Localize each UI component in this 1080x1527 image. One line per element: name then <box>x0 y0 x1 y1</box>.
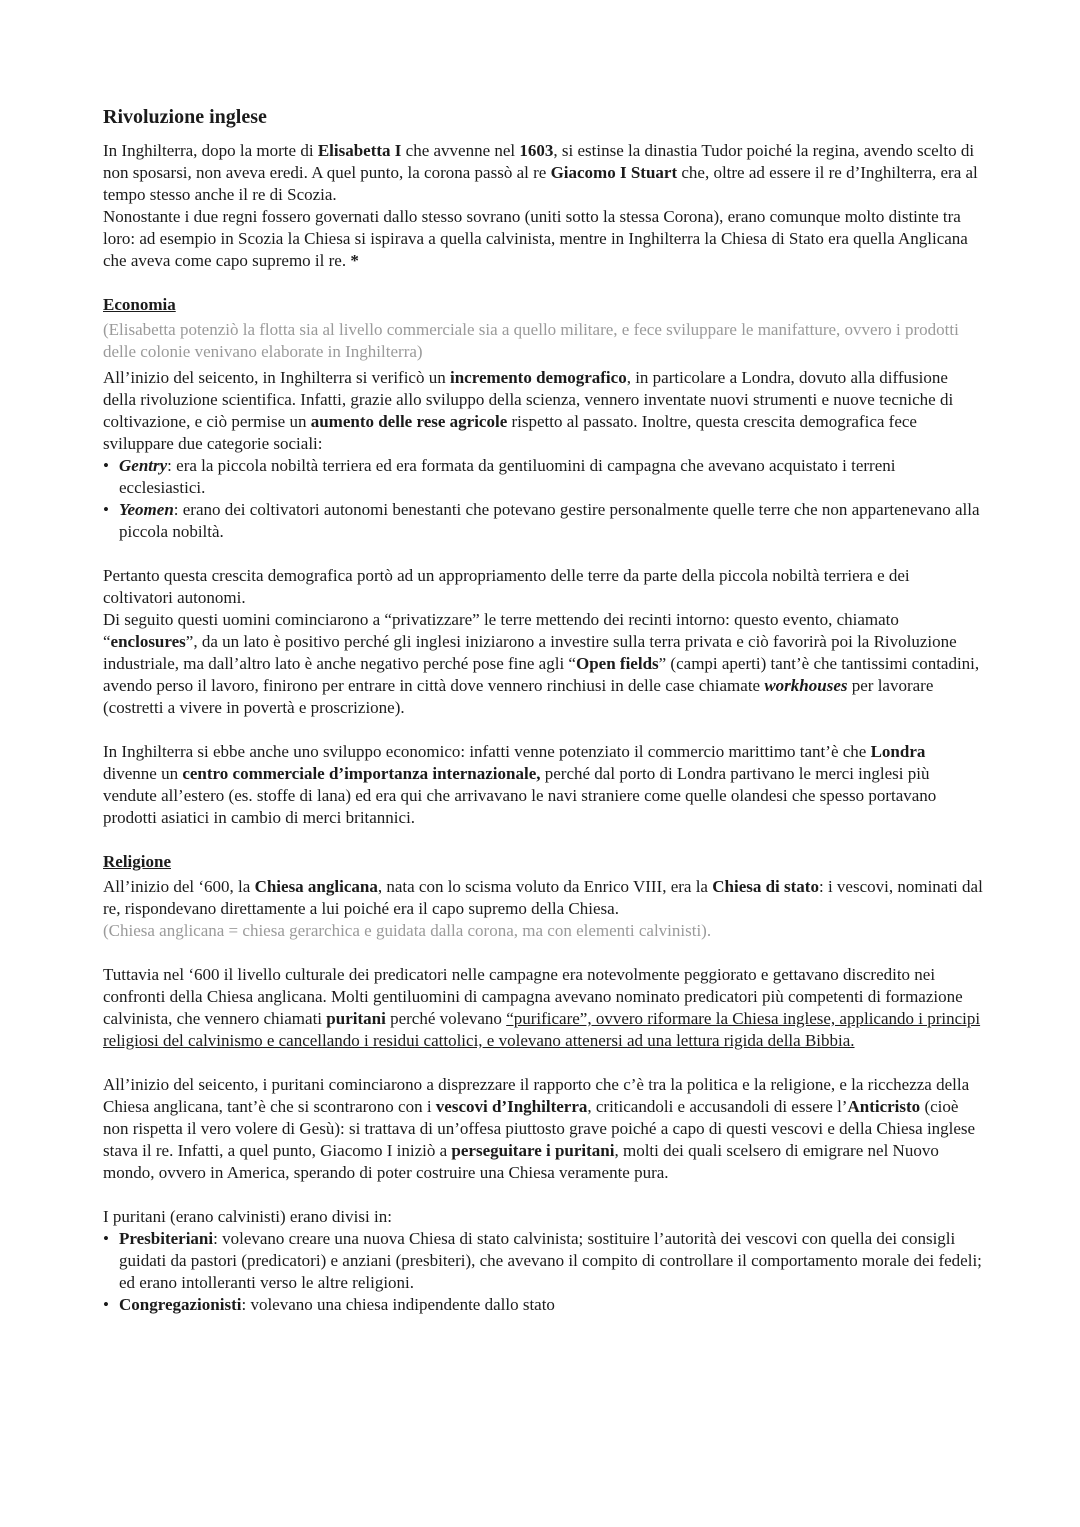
heading-economia: Economia <box>103 295 176 314</box>
text-run: , nata con lo scisma voluto da Enrico VIII, era la <box>377 877 713 896</box>
list-item-presbiteriani <box>103 1228 983 1294</box>
religione-paragraph-2 <box>103 964 983 1052</box>
emphasized-text: centro commerciale d’importanza internazionale, <box>182 764 541 783</box>
emphasized-text: Open fields <box>575 654 659 673</box>
emphasized-text: enclosures <box>110 632 186 651</box>
economia-paragraph-3 <box>103 609 983 719</box>
intro-paragraph-1 <box>103 140 983 206</box>
text-run: : era la piccola nobiltà terriera ed era formata da gentiluomini di campagna che avevano acquistato i terreni ecclesiastici. <box>119 456 896 497</box>
text-run: ”, da un lato è positivo perché gli inglesi iniziarono a investire sulla terra privata e ciò favorirà poi la Rivoluzione industriale, ma dall’altro lato è anche negativo perché pose fine agli “ <box>103 632 957 673</box>
text-run: rispetto al passato. Inoltre, questa crescita demografica fece sviluppare due categorie sociali: <box>103 412 917 453</box>
text-run: perché dal porto di Londra partivano le merci inglesi più vendute all’estero (es. stoffe di lana) ed era qui che arrivavano le navi straniere come quelle olandesi che spesso portavano prodotti asiatici in cambio di merci britannici. <box>103 764 937 827</box>
economia-paragraph-2 <box>103 565 983 609</box>
text-run: che, oltre ad essere il re d’Inghilterra, era al tempo stesso anche il re di Scozia. <box>103 163 978 204</box>
text-run: , in particolare a Londra, dovuto alla diffusione della rivoluzione scientifica. Infatti, grazie allo sviluppo della scienza, vennero inventate nuovi strumenti e nuove tecniche di coltivazione, e ciò permise un <box>103 368 954 431</box>
social-categories-list <box>103 455 983 543</box>
emphasized-text: 1603 <box>519 141 554 160</box>
emphasized-text: “purificare”, ovvero riformare la Chiesa inglese, applicando i principi religiosi del calvinismo e cancellando i residui cattolici, e volevano attenersi ad una lettura rigida della Bibbia. <box>103 1009 981 1050</box>
text-run: All’inizio del seicento, i puritani cominciarono a disprezzare il rapporto che c’è tra la politica e la religione, e la ricchezza della Chiesa anglicana, tant’è che si scontrarono con i <box>103 1075 970 1116</box>
religione-note: (Chiesa anglicana = chiesa gerarchica e guidata dalla corona, ma con elementi calvinisti). <box>103 921 712 940</box>
text-run: ” (campi aperti) tant’è che tantissimi contadini, avendo perso il lavoro, finirono per entrare in città dove vennero rinchiusi in delle case chiamate <box>103 654 980 695</box>
emphasized-text: Yeomen <box>119 500 174 519</box>
emphasized-text: puritani <box>326 1009 386 1028</box>
emphasized-text: Giacomo I Stuart <box>550 163 678 182</box>
emphasized-text: perseguitare i puritani <box>451 1141 615 1160</box>
puritan-groups-list <box>103 1228 983 1316</box>
emphasized-text: Chiesa anglicana <box>254 877 378 896</box>
text-run: che avvenne nel <box>401 141 520 160</box>
text-run: perché volevano <box>385 1009 507 1028</box>
emphasized-text: workhouses <box>764 676 848 695</box>
text-run: (cioè non rispetta il vero volere di Gesù): si trattava di un’offesa piuttosto grave poiché a capo di questi vescovi e della Chiesa inglese stava il re. Infatti, a quel punto, Giacomo I iniziò a <box>103 1097 976 1160</box>
text-run: : i vescovi, nominati dal re, rispondevano direttamente a lui poiché era il capo supremo della Chiesa. <box>103 877 983 918</box>
list-item-yeomen <box>103 499 983 543</box>
text-run: Pertanto questa crescita demografica portò ad un appropriamento delle terre da parte della piccola nobiltà terriera e dei coltivatori autonomi. <box>103 566 910 607</box>
text-run: In Inghilterra si ebbe anche uno sviluppo economico: infatti venne potenziato il commercio marittimo tant’è che <box>103 742 871 761</box>
text-run: , molti dei quali scelsero di emigrare nel Nuovo mondo, ovvero in America, sperando di poter costruire una Chiesa veramente pura. <box>103 1141 939 1182</box>
emphasized-text: Londra <box>870 742 926 761</box>
emphasized-text: Chiesa di stato <box>712 877 819 896</box>
text-run: per lavorare (costretti a vivere in povertà e proscrizione). <box>103 676 934 717</box>
emphasized-text: Presbiteriani <box>119 1229 214 1248</box>
intro-paragraph-2 <box>103 206 983 272</box>
list-item-congregazionisti <box>103 1294 983 1316</box>
text-run: : volevano creare una nuova Chiesa di stato calvinista; sostituire l’autorità dei vescovi con quella dei consigli guidati da pastori (predicatori) e anziani (presbiteri), che avevano il compito di controllare il comportamento morale dei fedeli; ed erano intolleranti verso le altre religioni. <box>119 1229 982 1292</box>
emphasized-text: Elisabetta I <box>317 141 402 160</box>
text-run: All’inizio del seicento, in Inghilterra si verificò un <box>103 368 450 387</box>
emphasized-text: Gentry <box>119 456 168 475</box>
religione-paragraph-4 <box>103 1206 983 1228</box>
economia-paragraph-1 <box>103 367 983 455</box>
text-run: I puritani (erano calvinisti) erano divisi in: <box>103 1207 392 1226</box>
text-run: In Inghilterra, dopo la morte di <box>103 141 318 160</box>
economia-paragraph-4 <box>103 741 983 829</box>
list-item-gentry <box>103 455 983 499</box>
text-run: : erano dei coltivatori autonomi benestanti che potevano gestire personalmente quelle terre che non appartenevano alla piccola nobiltà. <box>119 500 980 541</box>
economia-note: (Elisabetta potenziò la flotta sia al livello commerciale sia a quello militare, e fece sviluppare le manifatture, ovvero i prodotti delle colonie venivano elaborate in Inghilterra) <box>103 320 959 361</box>
document-page <box>103 104 983 1316</box>
text-run: , criticandoli e accusandoli di essere l’ <box>587 1097 848 1116</box>
text-run: : volevano una chiesa indipendente dallo stato <box>241 1295 555 1314</box>
religione-paragraph-3 <box>103 1074 983 1184</box>
text-run: Di seguito questi uomini cominciarono a “privatizzare” le terre mettendo dei recinti intorno: questo evento, chiamato “ <box>103 610 899 651</box>
religione-paragraph-1 <box>103 876 983 920</box>
text-run: Tuttavia nel ‘600 il livello culturale dei predicatori nelle campagne era notevolmente peggiorato e gettavano discredito nei confronti della Chiesa anglicana. Molti gentiluomini di campagna avevano nominato predicatori più competenti di formazione calvinista, che vennero chiamati <box>103 965 963 1028</box>
text-run: , si estinse la dinastia Tudor poiché la regina, avendo scelto di non sposarsi, non aveva eredi. A quel punto, la corona passò al re <box>103 141 975 182</box>
emphasized-text: * <box>350 251 359 270</box>
text-run: Nonostante i due regni fossero governati dallo stesso sovrano (uniti sotto la stessa Corona), erano comunque molto distinte tra loro: ad esempio in Scozia la Chiesa si ispirava a quella calvinista, mentre in Inghilterra la Chiesa di Stato era quella Anglicana che aveva come capo supremo il re. <box>103 207 968 270</box>
heading-religione: Religione <box>103 852 171 871</box>
document-title: Rivoluzione inglese <box>103 106 267 128</box>
emphasized-text: aumento delle rese agricole <box>310 412 508 431</box>
text-run: All’inizio del ‘600, la <box>103 877 255 896</box>
text-run: divenne un <box>103 764 183 783</box>
emphasized-text: vescovi d’Inghilterra <box>435 1097 588 1116</box>
emphasized-text: Anticristo <box>847 1097 921 1116</box>
emphasized-text: incremento demografico <box>449 368 627 387</box>
emphasized-text: Congregazionisti <box>119 1295 242 1314</box>
